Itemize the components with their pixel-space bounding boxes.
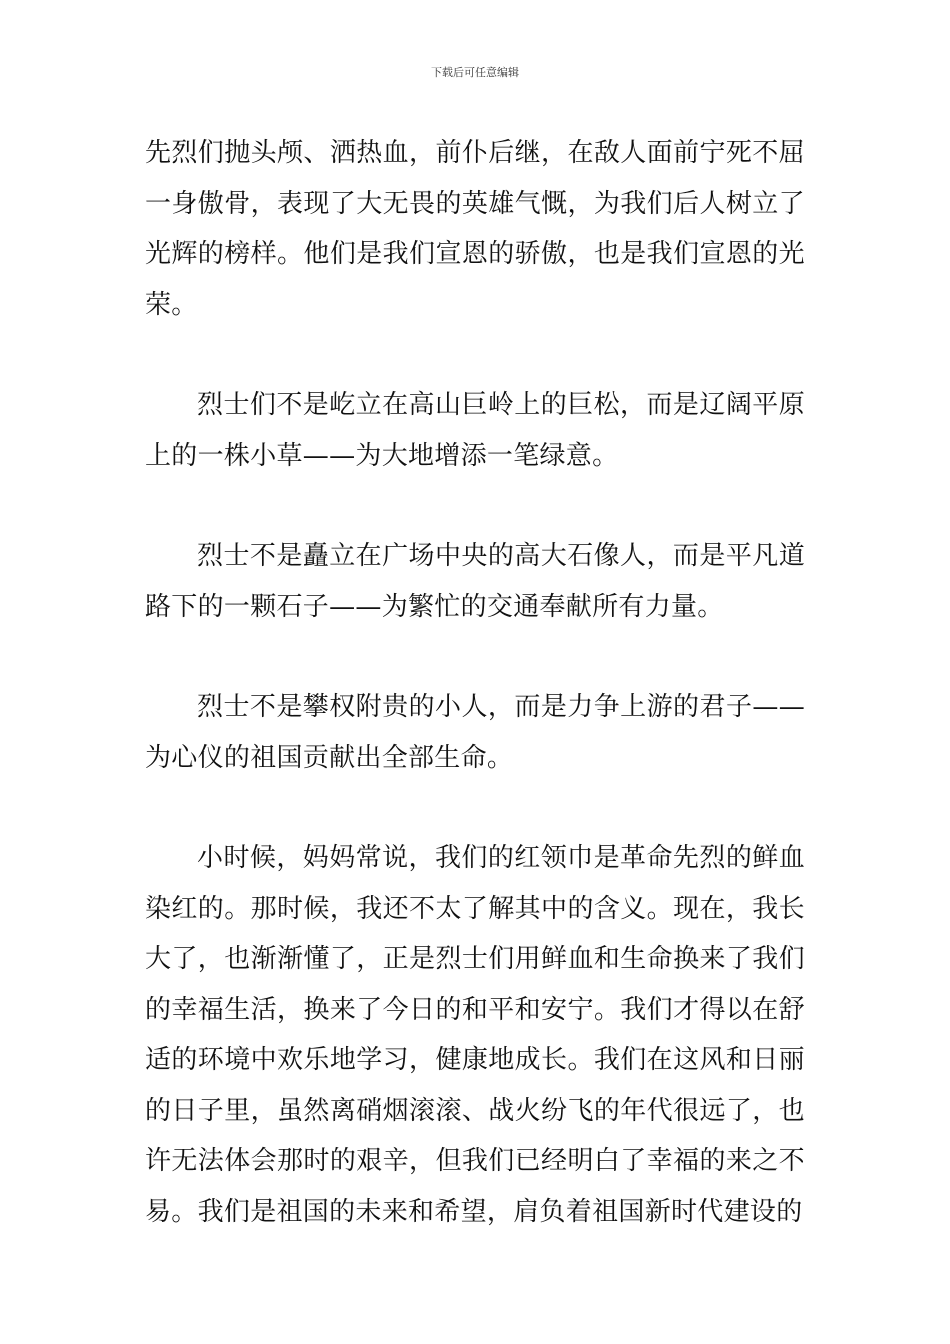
paragraph-3: 烈士不是矗立在广场中央的高大石像人，而是平凡道路下的一颗石子——为繁忙的交通奉献所有力量。	[145, 541, 805, 622]
paragraph-5: 小时候，妈妈常说，我们的红领巾是革命先烈的鲜血染红的。那时候，我还不太了解其中的含义。现在，我长大了，也渐渐懂了，正是烈士们用鲜血和生命换来了我们的幸福生活，换来了今日的和平和安宁。我们才得以在舒适的环境中欢乐地学习，健康地成长。我们在这风和日丽的日子里，虽然离硝烟滚滚、战火纷飞的年代很远了，也许无法体会那时的艰辛，但我们已经明白了幸福的来之不易。我们是祖国的未来和希望，肩负着祖国新时代建设的	[145, 843, 805, 1227]
paragraph-2: 烈士们不是屹立在高山巨岭上的巨松，而是辽阔平原上的一株小草——为大地增添一笔绿意。	[145, 390, 805, 471]
paragraph-4: 烈士不是攀权附贵的小人，而是力争上游的君子——为心仪的祖国贡献出全部生命。	[145, 692, 805, 773]
paragraph-1: 先烈们抛头颅、洒热血，前仆后继，在敌人面前宁死不屈一身傲骨，表现了大无畏的英雄气慨，为我们后人树立了光辉的榜样。他们是我们宣恩的骄傲，也是我们宣恩的光荣。	[145, 138, 805, 320]
document-body	[145, 128, 805, 1287]
page-header: 下载后可任意编辑	[431, 66, 519, 79]
